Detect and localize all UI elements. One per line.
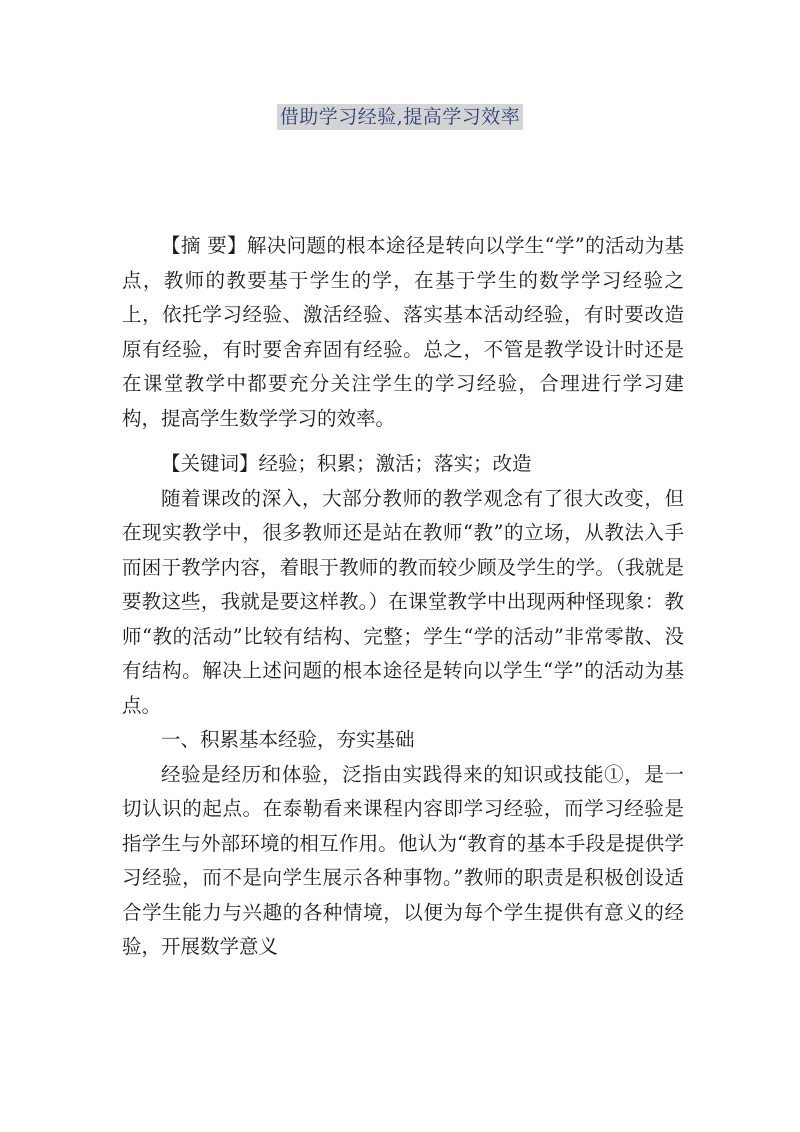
document-body bbox=[122, 229, 684, 965]
title-block bbox=[0, 104, 800, 130]
section-heading: 一、积累基本经验，夯实基础 bbox=[161, 728, 415, 751]
section-paragraph: 经验是经历和体验，泛指由实践得来的知识或技能①，是一切认识的起点。在泰勒看来课程内容即学习经验，而学习经验是指学生与外部环境的相互作用。他认为“教育的基本手段是提供学习经验，而不是向学生展示各种事物。”教师的职责是积极创设适合学生能力与兴趣的各种情境，以便为每个学生提供有意义的经验，开展数学意义 bbox=[122, 762, 684, 958]
intro-paragraph: 随着课改的深入，大部分教师的教学观念有了很大改变，但在现实教学中，很多教师还是站在教师“教”的立场，从教法入手而困于教学内容，着眼于教师的教而较少顾及学生的学。（我就是要教这些，我就是要这样教。）在课堂教学中出现两种怪现象：教师“教的活动”比较有结构、完整；学生“学的活动”非常零散、没有结构。解决上述问题的根本途径是转向以学生“学”的活动为基点。 bbox=[122, 486, 684, 717]
keywords-paragraph: 【关键词】经验；积累；激活；落实；改造 bbox=[161, 452, 532, 475]
document-title: 借助学习经验,提高学习效率 bbox=[277, 104, 524, 130]
abstract-paragraph: 【摘 要】解决问题的根本途径是转向以学生“学”的活动为基点，教师的教要基于学生的学，在基于学生的数学学习经验之上，依托学习经验、激活经验、落实基本活动经验，有时要改造原有经验，有时要舍弃固有经验。总之，不管是教学设计时还是在课堂教学中都要充分关注学生的学习经验，合理进行学习建构，提高学生数学学习的效率。 bbox=[122, 234, 684, 430]
